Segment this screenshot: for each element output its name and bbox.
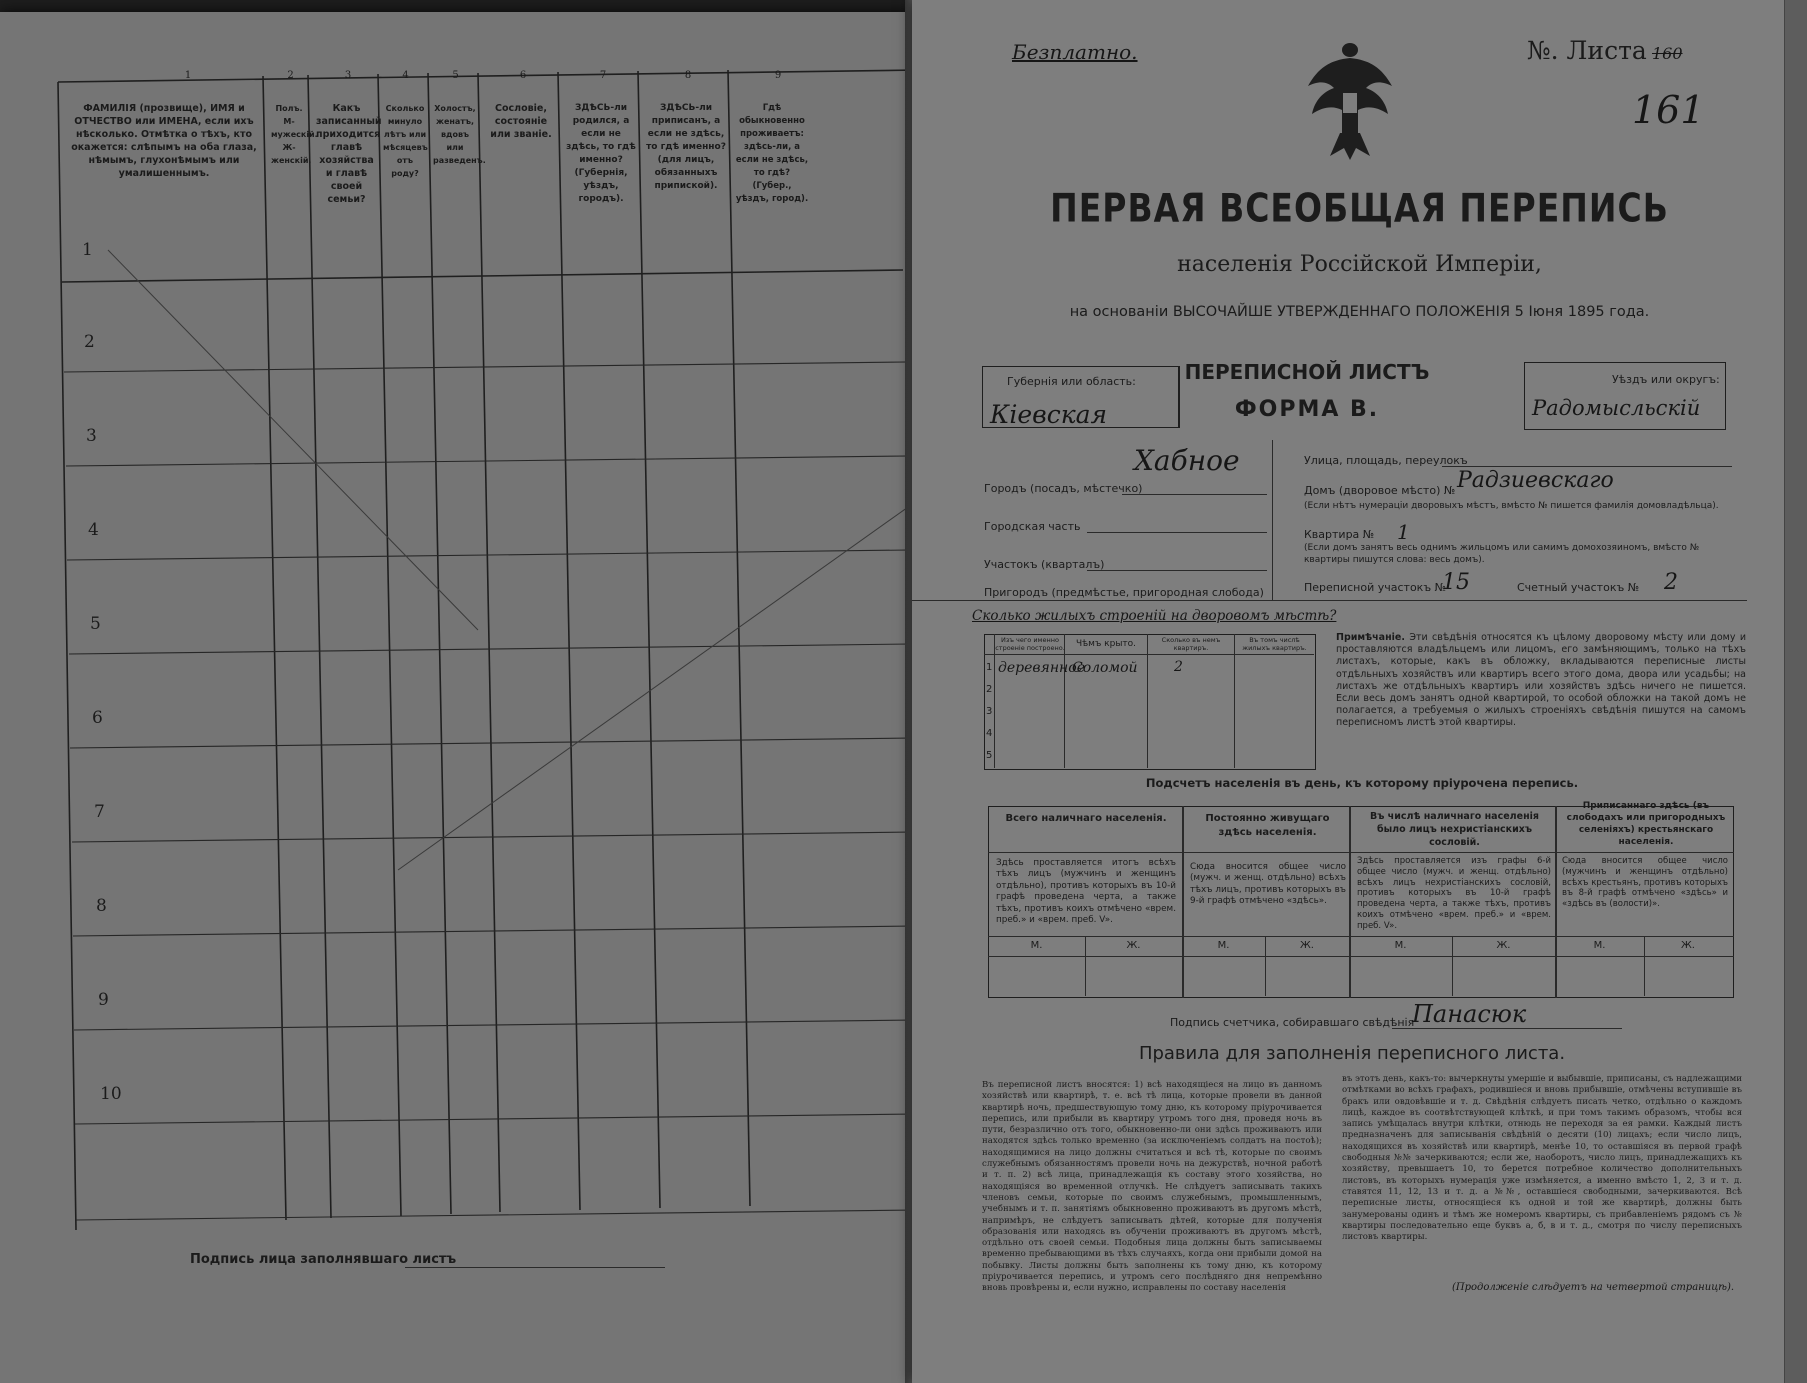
count-desc-total: Здѣсь проставляется итогъ всѣхъ тѣхъ лицъ (мужчинъ и женщинъ отдѣльно), противъ которыхъ въ 10-й графѣ проведена черта, а также тѣхъ, противъ коихъ отмѣчено «врем. преб.» и «врем. преб. V». — [996, 858, 1176, 926]
city-label: Городъ (посадъ, мѣстечко) — [984, 482, 1143, 495]
row-number: 1 — [82, 240, 93, 260]
buildings-row-num: 5 — [986, 750, 993, 761]
note-title: Примѣчаніе. — [1336, 632, 1405, 643]
count-header-nonchristian: Въ числѣ наличнаго населенія было лицъ нехристіанскихъ сословій. — [1369, 811, 1539, 848]
census-form-back-page — [0, 12, 912, 1383]
census-area-label: Переписной участокъ № — [1304, 581, 1447, 594]
header-relation: Какъ записанный приходится главѣ хозяйства и главѣ своей семьи? — [316, 103, 382, 205]
form-title: ПЕРЕПИСНОЙ ЛИСТЪ — [1184, 360, 1430, 384]
row-number: 8 — [96, 896, 107, 916]
female-label: Ж. — [1681, 940, 1695, 951]
header-registration: ЗДѢСЬ-ли приписанъ, а если не здѣсь, то гдѣ именно? (для лицъ, обязанныхъ припиской). — [646, 103, 726, 191]
column-number: 6 — [519, 70, 527, 81]
column-number: 1 — [184, 70, 192, 81]
line — [1442, 466, 1732, 467]
row-number: 2 — [84, 332, 95, 352]
city-value: Хабное — [1134, 444, 1240, 477]
line — [1555, 806, 1557, 998]
column-number: 8 — [684, 70, 692, 81]
female-label: Ж. — [1300, 940, 1314, 951]
column-number: 7 — [599, 70, 607, 81]
header-name: ФАМИЛІЯ (прозвище), ИМЯ и ОТЧЕСТВО или ИМЕНА, если ихъ нѣсколько. Отмѣтка о тѣхъ, кто окажется: слѣпымъ на оба глаза, нѣмымъ, глухонѣмымъ или умалишеннымъ. — [71, 103, 257, 179]
sheet-number-struck: 160 — [1652, 44, 1683, 63]
header-age: Сколько минуло лѣтъ или мѣсяцевъ отъ роду? — [383, 104, 428, 178]
row-number: 10 — [100, 1084, 122, 1104]
row-number: 6 — [92, 708, 103, 728]
buildings-row-num: 3 — [986, 706, 993, 717]
line — [912, 600, 1747, 601]
buildings-row-num: 2 — [986, 684, 993, 695]
row-number: 3 — [86, 426, 97, 446]
signature-line — [405, 1267, 665, 1268]
rules-continued: (Продолженіе слѣдуетъ на четвертой страницѣ). — [1452, 1282, 1735, 1293]
line — [984, 654, 1314, 655]
district-label: Участокъ (кварталъ) — [984, 558, 1105, 571]
line — [1182, 806, 1184, 998]
rules-column-2: въ этотъ день, какъ-то: вычеркнуты умершіе и выбывшіе, приписаны, съ надлежащими отмѣтками во всѣхъ графахъ, родившіеся и вновь прибывшіе, отмѣчены вступившіе въ бракъ или овдовѣвшіе и т. д. Свѣдѣнія слѣдуетъ писать четко, отдѣльно о каждомъ лицѣ, каждое въ соотвѣтствующей клѣткѣ, и при томъ такимъ образомъ, чтобы вся запись умѣщалась внутри клѣтки, отнюдь не переходя за ея рамки. Каждый листъ предназначенъ для записыванія свѣдѣній о десяти (10) лицахъ; если число лицъ, находящихся въ хозяйствѣ или квартирѣ, менѣе 10, то оставшіяся въ первой графѣ свободныя №№ зачеркиваются; если же, наоборотъ, число лицъ, принадлежащихъ къ хозяйству, превышаетъ 10, то берется потребное количество дополнительныхъ листовъ, въ которыхъ нумерація уже измѣняется, а именно вмѣсто 1, 2, 3 и т. д. ставятся 11, 12, 13 и т. д. а №№, оставшіеся свободными, зачеркиваются. Всѣ переписные листы, относящіеся къ одной и той же квартирѣ, должны быть занумерованы одинъ и тѣмъ же номеромъ квартиры, съ прибавленіемъ рядомъ съ № квартиры последовательно еще буквъ а, б, в и т. д., смотря по числу переписныхъ листовъ квартиры. — [1342, 1074, 1742, 1243]
female-label: Ж. — [1496, 940, 1511, 951]
counting-area-label: Счетный участокъ № — [1517, 581, 1640, 594]
buildings-note — [1336, 632, 1746, 772]
rules-column-1: Въ переписной листъ вносятся: 1) всѣ находящіеся на лицо въ данномъ хозяйствѣ или квартирѣ, т. е. всѣ тѣ лица, которые провели въ данной квартирѣ ночь, предшествующую тому дню, къ которому пріурочивается перепись, или прибыли въ квартиру утромъ того дня, проведя ночь въ пути, безразлично отъ того, обыкновенно-ли они здѣсь проживаютъ или находятся здѣсь только временно (за исключеніемъ солдатъ на постоѣ); находящимися на лицо должны считаться и всѣ тѣ, которые по своимъ служебнымъ обязанностямъ провели ночь на дежурствѣ, ночной работѣ и т. п. 2) всѣ лица, принадлежащія къ составу этого хозяйства, но находящіяся во временной отлучкѣ. Не слѣдуетъ записывать такихъ членовъ семьи, которые по своимъ служебнымъ, промышленнымъ, учебнымъ и т. п. занятіямъ обыкновенно проживаютъ въ другомъ мѣстѣ, напримѣръ, не слѣдуетъ записывать дѣтей, которые для полученія образованія или находясь въ обученіи проживаютъ въ другомъ мѣстѣ, отдѣльно отъ своей семьи. Подобныя лица должны быть записываемы временно пребывающими въ тѣхъ случаяхъ, когда они прибыли домой на побывку. Листы должны быть заполнены къ тому дню, къ которому пріурочивается перепись, и утромъ сего послѣдняго дня непремѣнно вновь провѣрены и, если нужно, исправлены по составу населенія — [982, 1080, 1322, 1294]
page-title: ПЕРВАЯ ВСЕОБЩАЯ ПЕРЕПИСЬ — [1050, 184, 1669, 231]
row-number: 5 — [90, 614, 101, 634]
suburb-label: Пригородъ (предмѣстье, пригородная слобода) — [984, 586, 1264, 599]
form-letter: ФОРМА В. — [1234, 397, 1380, 422]
note-text: Эти свѣдѣнія относятся къ цѣлому дворовому мѣсту или дому и проставляются владѣльцемъ или лицомъ, его замѣняющимъ, только на тѣхъ листахъ, которые, какъ въ обложку, вкладываются переписные листы отдѣльныхъ хозяйствъ или квартиръ всего этого дома, двора или усадьбы; на листахъ же отдѣльныхъ квартиръ или хозяйствъ здѣсь ничего не пишется. Если весь домъ занятъ одной квартирой, то особой обложки на такой домъ не полагается, а требуемыя о жилыхъ строеніяхъ свѣдѣнія пишутся на самомъ переписномъ листѣ этой квартиры. — [1336, 632, 1746, 729]
address-divider — [1272, 440, 1273, 600]
city-part-label: Городская часть — [984, 520, 1081, 533]
header-marital: Холостъ, женатъ, вдовъ или разведенъ. — [433, 104, 486, 165]
count-desc-permanent: Сюда вносится общее число (мужч. и женщ. отдѣльно) всѣхъ тѣхъ лицъ, противъ которыхъ въ 9-й графѣ отмѣчено «здѣсь». — [1190, 862, 1346, 907]
counting-area-value: 2 — [1664, 570, 1678, 595]
row-number: 9 — [98, 990, 109, 1010]
buildings-row-apartments: 2 — [1174, 659, 1183, 675]
counter-signature-value: Панасюк — [1412, 1000, 1527, 1028]
house-note: (Если нѣтъ нумераціи дворовыхъ мѣстъ, вмѣсто № пишется фамилія домовладѣльца). — [1304, 501, 1719, 511]
buildings-row-num: 1 — [986, 662, 993, 673]
census-form-front-page — [912, 0, 1807, 1383]
male-label: М. — [1030, 940, 1043, 951]
female-label: Ж. — [1126, 940, 1141, 951]
buildings-header-material: Изъ чего именно строеніе построено. — [995, 636, 1065, 652]
uezd-value: Радомысльскій — [1532, 396, 1701, 420]
buildings-row-material: деревянное — [998, 660, 1085, 676]
page-subtitle: населенія Россійской Имперіи, — [1177, 252, 1542, 277]
header-estate: Сословіе, состояніе или званіе. — [490, 103, 552, 140]
line — [1087, 532, 1267, 533]
count-header-total: Всего наличнаго населенія. — [1005, 813, 1167, 824]
count-desc-nonchristian: Здѣсь проставляется изъ графы 6-й общее число (мужч. и женщ. отдѣльно) всѣхъ лицъ нехристіанскихъ сословій, противъ которыхъ въ 10-й графѣ проведена черта, а также тѣхъ, противъ коихъ отмѣчено «врем. преб.» и «врем. преб. V». — [1357, 856, 1551, 931]
apartment-note: (Если домъ занятъ весь однимъ жильцомъ или самимъ домохозяиномъ, вмѣсто № квартиры пишутся слова: весь домъ). — [1304, 543, 1700, 565]
house-value: Радзиевскаго — [1457, 468, 1614, 493]
counter-signature-label: Подпись счетчика, собиравшаго свѣдѣнія — [1170, 1016, 1415, 1029]
line — [1087, 570, 1267, 571]
column-number: 9 — [774, 70, 782, 81]
row-number: 4 — [88, 520, 99, 540]
street-label: Улица, площадь, переулокъ — [1304, 454, 1468, 467]
line — [1349, 806, 1351, 998]
filler-signature-label: Подпись лица заполнявшаго листъ — [190, 1252, 457, 1267]
sheet-number-label: №. Листа — [1527, 36, 1647, 65]
column-number: 4 — [402, 70, 409, 81]
buildings-row-roof: Соломой — [1072, 660, 1138, 676]
double-headed-eagle-icon — [1300, 38, 1400, 163]
header-birthplace: ЗДѢСЬ-ли родился, а если не здѣсь, то гдѣ именно? (Губернія, уѣздъ, городъ). — [566, 103, 636, 204]
line — [988, 852, 1734, 853]
gubernia-value: Кіевская — [990, 400, 1108, 429]
line — [1122, 494, 1267, 495]
row-number: 7 — [94, 802, 105, 822]
rules-title: Правила для заполненія переписного листа. — [1138, 1043, 1566, 1064]
buildings-header-living: Въ томъ числѣ жилыхъ квартиръ. — [1242, 636, 1307, 652]
column-number: 5 — [452, 70, 459, 81]
sheet-number-handwritten: 161 — [1632, 88, 1705, 132]
count-desc-peasants: Сюда вносится общее число (мужчинъ и женщинъ отдѣльно) всѣхъ крестьянъ, противъ которыхъ въ 8-й графѣ отмѣчено «здѣсь» и «здѣсь въ (волости)». — [1562, 856, 1728, 910]
free-label: Безплатно. — [1012, 40, 1138, 64]
census-area-value: 15 — [1442, 570, 1470, 595]
apartment-value: 1 — [1397, 520, 1410, 544]
buildings-header-apartments: Сколько въ немъ квартиръ. — [1161, 636, 1221, 652]
column-number: 3 — [344, 70, 352, 81]
male-label: М. — [1394, 940, 1407, 951]
male-label: М. — [1217, 940, 1230, 951]
line — [988, 956, 1734, 957]
uezd-label: Уѣздъ или округъ: — [1612, 373, 1720, 386]
legal-basis: на основаніи ВЫСОЧАЙШЕ УТВЕРЖДЕННАГО ПОЛОЖЕНІЯ 5 Іюня 1895 года. — [1069, 304, 1650, 320]
gubernia-label: Губернія или область: — [1007, 375, 1136, 388]
column-number: 2 — [287, 70, 294, 81]
buildings-header-roof: Чѣмъ крыто. — [1075, 639, 1137, 649]
count-header-permanent: Постоянно живущаго здѣсь населенія. — [1205, 813, 1330, 838]
count-header-peasants: Приписаннаго здѣсь (въ слободахъ или пригородныхъ селеніяхъ) крестьянскаго населенія. — [1566, 801, 1726, 847]
buildings-question: Сколько жилыхъ строеній на дворовомъ мѣстѣ? — [972, 608, 1337, 624]
line — [988, 936, 1734, 937]
buildings-row-num: 4 — [986, 728, 993, 739]
male-label: М. — [1593, 940, 1606, 951]
signature-line — [1392, 1028, 1622, 1029]
header-sex: Полъ. М-мужескій. Ж-женскій. — [271, 104, 318, 165]
count-title: Подсчетъ населенія въ день, къ которому пріурочена перепись. — [1145, 776, 1579, 790]
census-person-table — [58, 70, 918, 1240]
header-residence: Гдѣ обыкновенно проживаетъ: здѣсь-ли, а если не здѣсь, то гдѣ? (Губер., уѣздъ, город). — [735, 103, 809, 204]
house-label: Домъ (дворовое мѣсто) № — [1304, 484, 1456, 497]
apartment-label: Квартира № — [1304, 528, 1375, 541]
